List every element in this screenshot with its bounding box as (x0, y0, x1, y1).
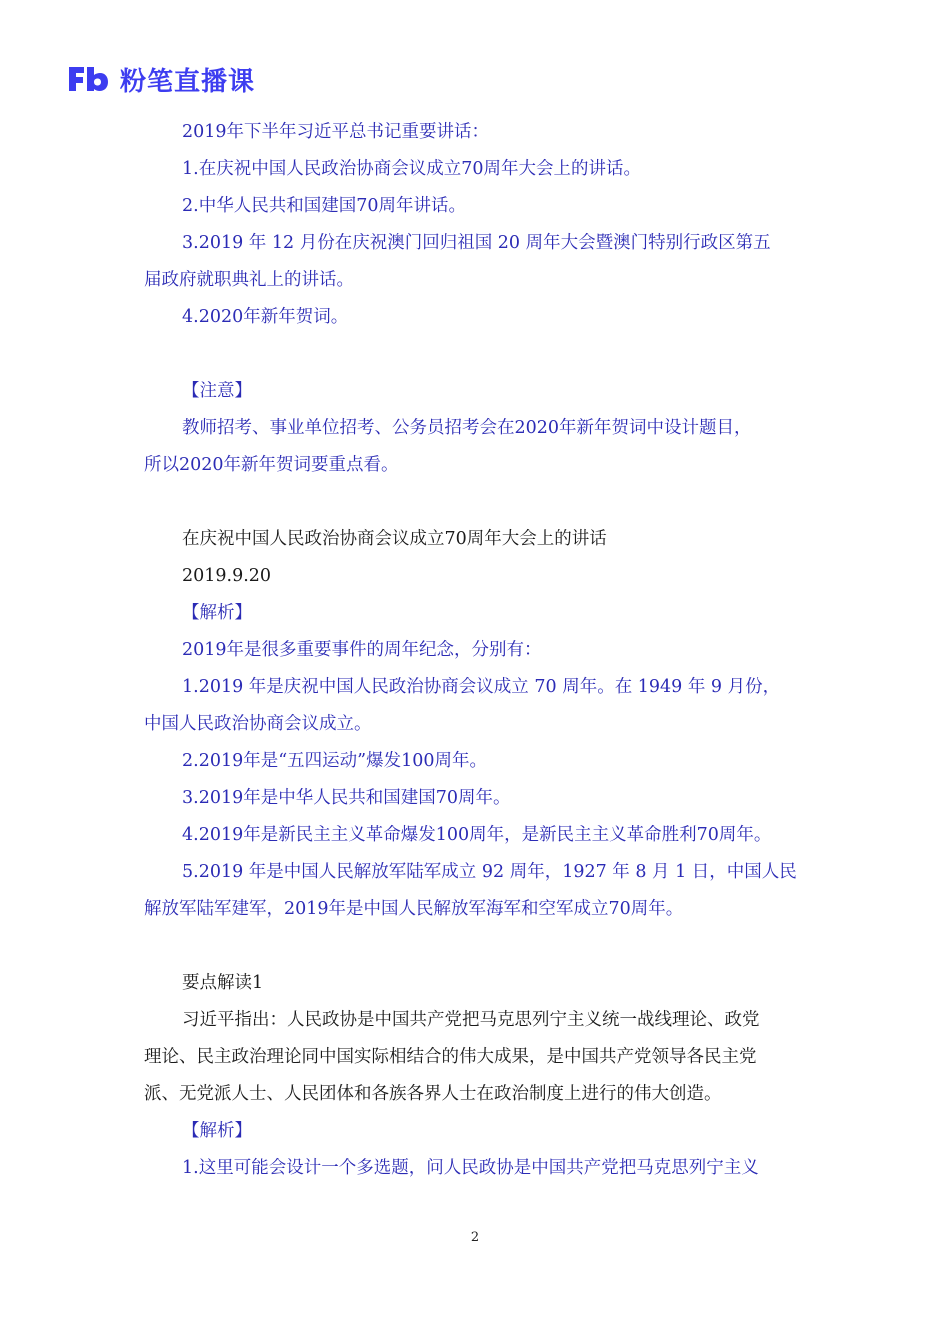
speech-date: 2019.9.20 (182, 566, 272, 586)
note-title: 【注意】 (182, 381, 252, 401)
point-text: 习近平指出：人民政协是中国共产党把马克思列宁主义统一战线理论、政党 (182, 1010, 760, 1030)
fb-logo-icon (66, 64, 110, 94)
note-text: 教师招考、事业单位招考、公务员招考会在2020年新年贺词中设计题目， (182, 418, 752, 438)
analysis-item: 5.2019 年是中国人民解放军陆军成立 92 周年，1927 年 8 月 1 日，中国人民 (182, 862, 797, 882)
analysis-item: 3.2019年是中华人民共和国建国70周年。 (182, 788, 511, 808)
list-item: 1.在庆祝中国人民政治协商会议成立70周年大会上的讲话。 (182, 159, 641, 179)
note-text-continued: 所以2020年新年贺词要重点看。 (144, 455, 399, 475)
logo-text: 粉笔直播课 (120, 66, 256, 97)
analysis-item-continued: 解放军陆军建军，2019年是中国人民解放军海军和空军成立70周年。 (144, 899, 684, 919)
analysis-item: 1.这里可能会设计一个多选题，问人民政协是中国共产党把马克思列宁主义 (182, 1158, 759, 1178)
analysis-title: 【解析】 (182, 603, 252, 623)
point-text-continued: 派、无党派人士、人民团体和各族各界人士在政治制度上进行的伟大创造。 (144, 1084, 722, 1104)
speech-title: 在庆祝中国人民政治协商会议成立70周年大会上的讲话 (182, 529, 607, 549)
list-item: 3.2019 年 12 月份在庆祝澳门回归祖国 20 周年大会暨澳门特别行政区第五 (182, 233, 771, 253)
list-item: 4.2020年新年贺词。 (182, 307, 349, 327)
analysis-item-continued: 中国人民政治协商会议成立。 (144, 714, 372, 734)
analysis-item: 4.2019年是新民主主义革命爆发100周年，是新民主主义革命胜利70周年。 (182, 825, 772, 845)
document-body (144, 114, 814, 1187)
page-number: 2 (470, 1230, 480, 1245)
analysis-item: 2.2019年是“五四运动”爆发100周年。 (182, 751, 488, 771)
section-heading: 2019年下半年习近平总书记重要讲话： (182, 122, 490, 142)
analysis-item: 1.2019 年是庆祝中国人民政治协商会议成立 70 周年。在 1949 年 9 月份， (182, 677, 781, 697)
point-text-continued: 理论、民主政治理论同中国实际相结合的伟大成果，是中国共产党领导各民主党 (144, 1047, 757, 1067)
fenbi-logo (66, 62, 255, 96)
analysis-intro: 2019年是很多重要事件的周年纪念，分别有： (182, 640, 542, 660)
point-title: 要点解读1 (182, 973, 264, 993)
list-item-continued: 届政府就职典礼上的讲话。 (144, 270, 354, 290)
analysis-title: 【解析】 (182, 1121, 252, 1141)
list-item: 2.中华人民共和国建国70周年讲话。 (182, 196, 466, 216)
